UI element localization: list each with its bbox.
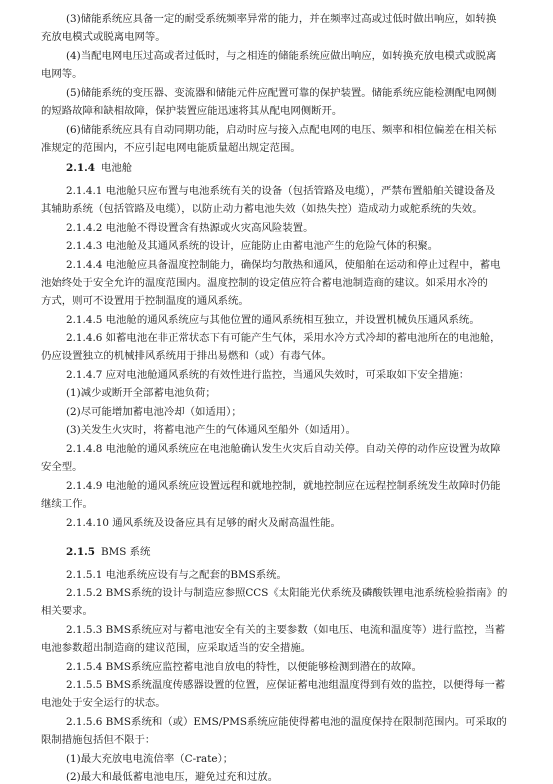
clause-line: 2.1.4.10 通风系统及设备应具有足够的耐火及耐高温性能。 (66, 517, 341, 529)
clause-line: 限制措施包括但不限于： (41, 734, 156, 746)
clause-line: 2.1.4.5 电池舱的通风系统应与其他位置的通风系统相互独立，并设置机械负压通风系统。 (66, 314, 480, 326)
paragraph-line: (5)储能系统的变压器、变流器和储能元件应配置可靠的保护装置。储能系统应能检测配电网侧 (66, 87, 497, 99)
clause-line: 电池参数超出制造商的建议范围，应采取适当的安全措施。 (41, 642, 312, 654)
clause-line: 2.1.5.4 BMS系统应监控蓄电池自放电的特性，以便能够检测到潜在的故障。 (66, 661, 422, 673)
section-number: 2.1.4 (66, 162, 95, 174)
section-title: 电池舱 (100, 162, 133, 174)
paragraph-line: 准规定的范围内，不应引起电网电能质量超出规定范围。 (41, 142, 301, 154)
clause-line: 2.1.5.5 BMS系统温度传感器设置的位置，应保证蓄电池组温度得到有效的监控，以便得每一蓄 (66, 679, 506, 691)
clause-line: 2.1.4.2 电池舱不得设置含有热源或火灾高风险装置。 (66, 222, 314, 234)
clause-line: 2.1.5.6 BMS系统和（或）EMS/PMS系统应能使得蓄电池的温度保持在限制范围内。可采取的 (66, 716, 507, 728)
clause-line: 2.1.4.3 电池舱及其通风系统的设计，应能防止由蓄电池产生的危险气体的积聚。 (66, 240, 439, 252)
clause-line: 安全型。 (41, 461, 83, 473)
clause-line: 仍应设置独立的机械排风系统用于排出易燃和（或）有毒气体。 (41, 350, 332, 362)
clause-line: 2.1.4.6 如蓄电池在非正常状态下有可能产生气体，采用水冷方式冷却的蓄电池所在的电池舱， (66, 332, 501, 344)
clause-line: 相关要求。 (41, 605, 93, 617)
clause-line: 2.1.5.3 BMS系统应对与蓄电池安全有关的主要参数（如电压、电流和温度等）进行监控，当蓄 (66, 624, 506, 636)
paragraph-line: 电网等。 (41, 68, 83, 80)
clause-line: 池始终处于安全允许的温度范围内。温度控制的设定值应符合蓄电池制造商的建议。如采用水冷的 (41, 277, 488, 289)
clause-line: (1)减少或断开全部蓄电池负荷； (66, 387, 216, 399)
clause-line: (1)最大充放电电流倍率（C-rate）； (66, 753, 234, 765)
clause-line: 继续工作。 (41, 498, 93, 510)
paragraph-line: (4)当配电网电压过高或者过低时，与之相连的储能系统应做出响应，如转换充放电模式或脱离 (66, 50, 497, 62)
clause-line: (3)关发生火灾时，将蓄电池产生的气体通风至船外（如适用）。 (66, 424, 357, 436)
paragraph-line: (6)储能系统应具有自动同期功能，启动时应与接入点配电网的电压、频率和相位偏差在相关标 (66, 124, 497, 136)
paragraph-line: 充放电模式或脱离电网等。 (41, 31, 166, 43)
clause-line: 2.1.4.4 电池舱应具备温度控制能力，确保均匀散热和通风，使船舶在运动和停止过程中，蓄电 (66, 259, 501, 271)
clause-line: 2.1.4.8 电池舱的通风系统应在电池舱确认发生火灾后自动关停。自动关停的动作应设置为故障 (66, 443, 501, 455)
section-number: 2.1.5 (66, 546, 95, 558)
clause-line: 其辅助系统（包括管路及电缆），以防止动力蓄电池失效（如热失控）造成动力或舵系统的失效。 (41, 203, 483, 215)
paragraph-line: (3)储能系统应具备一定的耐受系统频率异常的能力，并在频率过高或过低时做出响应，如转换 (66, 13, 497, 25)
clause-line: 2.1.4.1 电池舱只应布置与电池系统有关的设备（包括管路及电缆），严禁布置船舶关键设备及 (66, 185, 496, 197)
clause-line: 2.1.5.1 电池系统应设有与之配套的BMS系统。 (66, 569, 287, 581)
section-heading-2-1-5 (66, 545, 553, 559)
clause-line: 电池处于安全运行的状态。 (41, 697, 166, 709)
clause-line: (2)最大和最低蓄电池电压，避免过充和过放。 (66, 771, 279, 783)
section-title: BMS 系统 (100, 546, 151, 558)
clause-line: 方式，则可不设置用于控制温度的通风系统。 (41, 295, 249, 307)
clause-line: 2.1.5.2 BMS系统的设计与制造应参照CCS《太阳能光伏系统及磷酸铁锂电池系统检验指南》的 (66, 587, 508, 599)
clause-line: (2)尽可能增加蓄电池冷却（如适用）； (66, 406, 242, 418)
paragraph-line: 的短路故障和缺相故障，保护装置应能迅速将其从配电网侧断开。 (41, 105, 343, 117)
section-heading-2-1-4 (66, 161, 553, 175)
clause-line: 2.1.4.9 电池舱的通风系统应设置远程和就地控制，就地控制应在远程控制系统发生故障时仍能 (66, 480, 501, 492)
clause-line: 2.1.4.7 应对电池舱通风系统的有效性进行监控，当通风失效时，可采取如下安全措施： (66, 369, 470, 381)
